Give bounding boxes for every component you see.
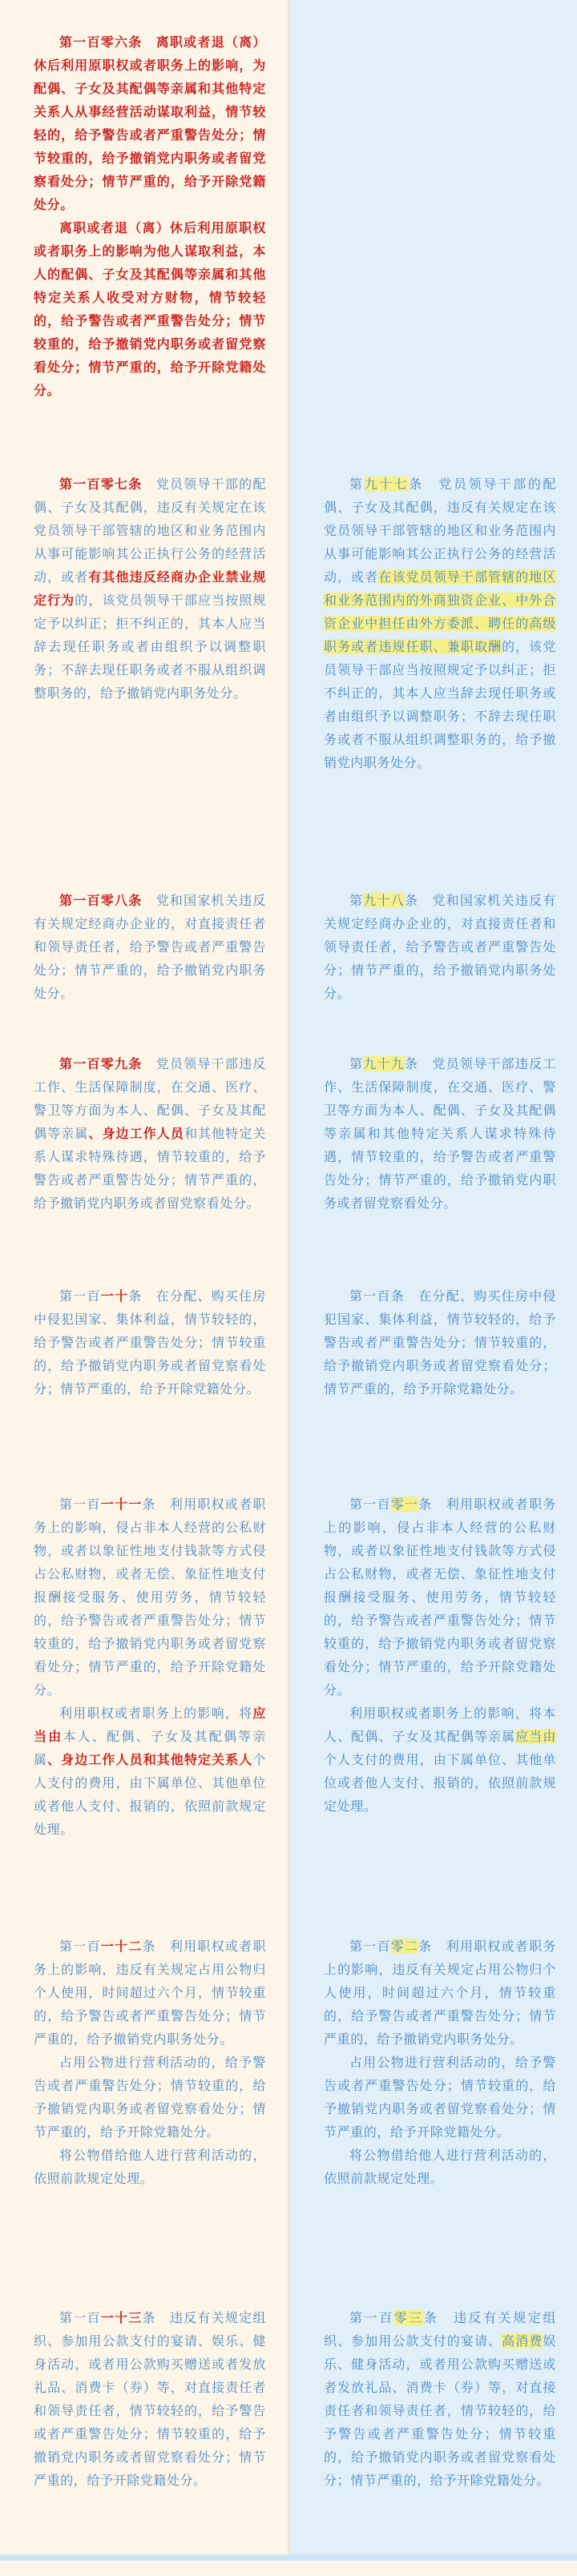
article-101-paragraph-2: 利用职权或者职务上的影响，将本人、配偶、子女及其配偶等亲属应当由个人支付的费用，由下属单位、其他单位或者他人支付、报销的，依照前款规定处理。 (324, 1706, 556, 1814)
article-99-number-highlight: 九十九 (363, 1056, 405, 1071)
article-113-number-changed: 一十三 (100, 2310, 143, 2325)
article-113-text: 第一百一十三条 违反有关规定组织、参加用公款支付的宴请、娱乐、健身活动，或者用公款购买赠送或者发放礼品、消费卡（券）等，对直接责任者和领导责任者，情节较轻的，给予警告或者严重警告处分；情节较重的，给予撤销党内职务或者留党察看处分；情节严重的，给予开除党籍处分。 (34, 2310, 266, 2488)
article-112-paragraph-3: 将公物借给他人进行营利活动的，依照前款规定处理。 (34, 2148, 266, 2186)
left-article-109 (34, 1052, 266, 1215)
left-article-106 (34, 30, 266, 402)
article-111-number-changed: 一十一 (100, 1497, 143, 1512)
right-article-103 (324, 2306, 556, 2492)
article-103-number-highlight: 零三 (393, 2310, 424, 2325)
left-article-111 (34, 1493, 266, 1841)
article-103-deleted-text-highlight: 高消费 (502, 2333, 543, 2349)
article-107-number: 第一百零七条 (59, 476, 143, 492)
article-111-paragraph-1: 第一百一十一条 利用职权或者职务上的影响，侵占非本人经营的公私财物，或者以象征性地支付钱款等方式侵占公私财物，或者无偿、象征性地支付报酬接受服务、使用劳务，情节较轻的，给予警告或者严重警告处分；情节较重的，给予撤销党内职务或者留党察看处分；情节严重的，给予开除党籍处分。 (34, 1497, 266, 1698)
left-article-110 (34, 1284, 266, 1401)
article-102-paragraph-3: 将公物借给他人进行营利活动的，依照前款规定处理。 (324, 2148, 556, 2186)
right-article-98 (324, 889, 556, 1005)
article-98-number-highlight: 九十八 (363, 893, 405, 908)
article-112-paragraph-2: 占用公物进行营利活动的，给予警告或者严重警告处分；情节较重的，给予撤销党内职务或者留党察看处分；情节严重的，给予开除党籍处分。 (34, 2055, 266, 2140)
article-106-paragraph-1: 第一百零六条 离职或者退（离）休后利用原职权或者职务上的影响，为配偶、子女及其配偶等亲属和其他特定关系人从事经营活动谋取利益，情节较轻的，给予警告或者严重警告处分；情节较重的，给予撤销党内职务或者留党察看处分；情节严重的，给予开除党籍处分。 (34, 34, 266, 212)
article-99-text: 第九十九条 党员领导干部违反工作、生活保障制度，在交通、医疗、警卫等方面为本人、配偶、子女及其配偶等亲属和其他特定关系人谋求特殊待遇，情节较重的，给予警告或者严重警告处分；情节严重的，给予撤销党内职务或者留党察看处分。 (324, 1056, 556, 1211)
bottom-margin (0, 2561, 577, 2576)
article-112-paragraph-1: 第一百一十二条 利用职权或者职务上的影响，违反有关规定占用公物归个人使用，时间超过六个月，情节较重的，给予警告或者严重警告处分；情节严重的，给予撤销党内职务处分。 (34, 1939, 266, 2047)
article-110-number-changed: 一十 (100, 1288, 129, 1304)
article-97-text: 第九十七条 党员领导干部的配偶、子女及其配偶，违反有关规定在该党员领导干部管辖的地区和业务范围内从事可能影响其公正执行公务的经营活动，或者在该党员领导干部管辖的地区和业务范围内的外商独资企业、中外合资企业中担任由外方委派、聘任的高级职务或者违规任职、兼职取酬的，该党员领导干部应当按照规定予以纠正；拒不纠正的，其本人应当辞去现任职务或者由组织予以调整职务；不辞去现任职务或者不服从组织调整职务的，给予撤销党内职务处分。 (324, 476, 556, 770)
left-article-112 (34, 1935, 266, 2190)
right-article-101 (324, 1493, 556, 1818)
article-102-paragraph-1: 第一百零二条 利用职权或者职务上的影响，违反有关规定占用公物归个人使用，时间超过六个月，情节较重的，给予警告或者严重警告处分；情节严重的，给予撤销党内职务处分。 (324, 1939, 556, 2047)
article-107-added-text: 有其他违反经商办企业禁业规定行为 (34, 569, 266, 608)
article-109-text: 第一百零九条 党员领导干部违反工作、生活保障制度，在交通、医疗、警卫等方面为本人、配偶、子女及其配偶等亲属、身边工作人员和其他特定关系人谋求特殊待遇，情节较重的，给予警告或者严重警告处分；情节严重的，给予撤销党内职务或者留党察看处分。 (34, 1056, 267, 1211)
bottom-border (0, 2554, 577, 2561)
right-article-99 (324, 1052, 556, 1215)
right-article-100 (324, 1284, 556, 1401)
left-article-113 (34, 2306, 266, 2492)
article-101-number-highlight: 零一 (390, 1497, 419, 1512)
left-article-107 (34, 472, 266, 705)
article-100-text: 第一百条 在分配、购买住房中侵犯国家、集体利益，情节较轻的，给予警告或者严重警告处分；情节较重的，给予撤销党内职务或者留党察看处分；情节严重的，给予开除党籍处分。 (324, 1288, 556, 1397)
article-97-number-highlight: 九十七 (364, 476, 410, 492)
article-98-text: 第九十八条 党和国家机关违反有关规定经商办企业的，对直接责任者和领导责任者，给予警告或者严重警告处分；情节严重的，给予撤销党内职务处分。 (324, 893, 556, 1001)
article-109-number: 第一百零九条 (59, 1056, 143, 1071)
article-102-number-highlight: 零二 (390, 1939, 419, 1954)
article-110-text: 第一百一十条 在分配、购买住房中侵犯国家、集体利益，情节较轻的，给予警告或者严重警告处分；情节较重的，给予撤销党内职务或者留党察看处分；情节严重的，给予开除党籍处分。 (34, 1288, 266, 1397)
article-102-paragraph-2: 占用公物进行营利活动的，给予警告或者严重警告处分；情节较重的，给予撤销党内职务或者留党察看处分；情节严重的，给予开除党籍处分。 (324, 2055, 556, 2140)
article-108-number: 第一百零八条 (59, 893, 143, 908)
article-111-paragraph-2: 利用职权或者职务上的影响，将应当由本人、配偶、子女及其配偶等亲属、身边工作人员和其他特定关系人个人支付的费用，由下属单位、其他单位或者他人支付、报销的，依照前款规定处理。 (34, 1706, 266, 1837)
article-109-added-text: 、身边工作人员 (88, 1126, 184, 1141)
article-112-number-changed: 一十二 (100, 1939, 143, 1954)
article-97-deleted-text-highlight: 在该党员领导干部管辖的地区和业务范围内的外商独资企业、中外合资企业中担任由外方委派、聘任的高级职务或者违规任职、兼职取酬 (324, 569, 556, 654)
article-101-paragraph-1: 第一百零一条 利用职权或者职务上的影响，侵占非本人经营的公私财物，或者以象征性地支付钱款等方式侵占公私财物，或者无偿、象征性地支付报酬接受服务、使用劳务，情节较轻的，给予警告或者严重警告处分；情节较重的，给予撤销党内职务或者留党察看处分；情节严重的，给予开除党籍处分。 (324, 1497, 556, 1698)
right-article-97 (324, 472, 556, 774)
left-article-108 (34, 889, 266, 1005)
article-103-text: 第一百零三条 违反有关规定组织、参加用公款支付的宴请、高消费娱乐、健身活动，或者用公款购买赠送或者发放礼品、消费卡（券）等，对直接责任者和领导责任者，情节较轻的，给予警告或者严重警告处分；情节较重的，给予撤销党内职务或者留党察看处分；情节严重的，给予开除党籍处分。 (324, 2310, 556, 2488)
column-divider (288, 0, 289, 2576)
article-108-text: 第一百零八条 党和国家机关违反有关规定经商办企业的，对直接责任者和领导责任者，给予警告或者严重警告处分；情节严重的，给予撤销党内职务处分。 (34, 893, 266, 1001)
article-106-paragraph-2: 离职或者退（离）休后利用原职权或者职务上的影响为他人谋取利益，本人的配偶、子女及其配偶等亲属和其他特定关系人收受对方财物，情节较轻的，给予警告或者严重警告处分；情节较重的，给予撤销党内职务或者留党察看处分；情节严重的，给予开除党籍处分。 (34, 220, 266, 398)
right-article-102 (324, 1935, 556, 2190)
article-107-text: 第一百零七条 党员领导干部的配偶、子女及其配偶，违反有关规定在该党员领导干部管辖的地区和业务范围内从事可能影响其公正执行公务的经营活动，或者有其他违反经商办企业禁业规定行为的，该党员领导干部应当按照规定予以纠正；拒不纠正的，其本人应当辞去现任职务或者由组织予以调整职务；不辞去现任职务或者不服从组织调整职务的，给予撤销党内职务处分。 (34, 476, 266, 701)
